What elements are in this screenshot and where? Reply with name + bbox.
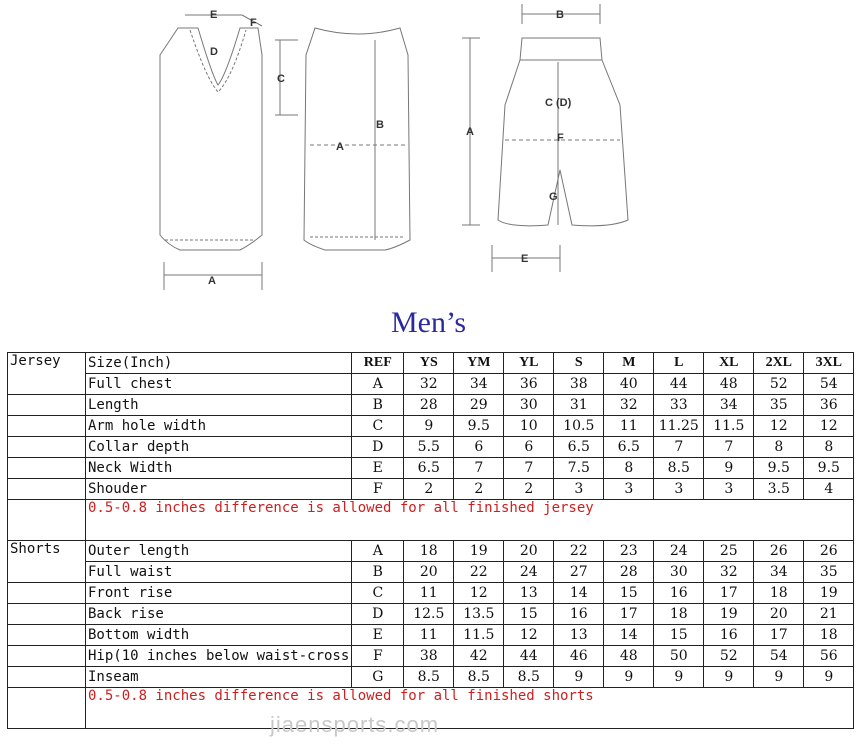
measurement-value: 12 [454, 583, 504, 604]
measurement-value: 11.5 [454, 625, 504, 646]
measurement-value: 11.25 [654, 416, 704, 437]
measurement-name: Hip(10 inches below waist-cross [86, 646, 352, 667]
measurement-value: 15 [654, 625, 704, 646]
empty-section-cell [8, 667, 86, 688]
measurement-value: 2 [404, 479, 454, 500]
size-header: S [554, 353, 604, 374]
measurement-value: 19 [704, 604, 754, 625]
measurement-value: 27 [554, 562, 604, 583]
measurement-value: 28 [404, 395, 454, 416]
measurement-value: 16 [554, 604, 604, 625]
measurement-value: 52 [704, 646, 754, 667]
measurement-value: 17 [604, 604, 654, 625]
measurement-value: 13 [554, 625, 604, 646]
label-a-back: A [336, 141, 344, 153]
measurement-value: 54 [754, 646, 804, 667]
measurement-value: 29 [454, 395, 504, 416]
label-b-back: B [376, 119, 384, 131]
table-row [8, 625, 854, 646]
measurement-value: 22 [554, 541, 604, 562]
measurement-name: Front rise [86, 583, 352, 604]
measurement-value: 50 [654, 646, 704, 667]
measurement-value: 46 [554, 646, 604, 667]
table-row [8, 458, 854, 479]
measurement-value: 48 [704, 374, 754, 395]
table-row [8, 562, 854, 583]
size-label-header: Size(Inch) [86, 353, 352, 374]
measurement-ref: B [352, 562, 404, 583]
measurement-value: 2 [504, 479, 554, 500]
measurement-value: 20 [404, 562, 454, 583]
size-header: YM [454, 353, 504, 374]
empty-section-cell [8, 562, 86, 583]
measurement-value: 3 [654, 479, 704, 500]
measurement-name: Neck Width [86, 458, 352, 479]
measurement-value: 9.5 [454, 416, 504, 437]
measurement-value: 13 [504, 583, 554, 604]
measurement-value: 3 [554, 479, 604, 500]
measurement-value: 14 [604, 625, 654, 646]
measurement-value: 36 [804, 395, 854, 416]
measurement-value: 6 [454, 437, 504, 458]
measurement-value: 24 [504, 562, 554, 583]
empty-section-cell [8, 500, 86, 541]
measurement-value: 24 [654, 541, 704, 562]
measurement-value: 34 [454, 374, 504, 395]
page-title: Men’s [391, 306, 466, 339]
label-g-shorts: G [549, 191, 558, 203]
empty-section-cell [8, 374, 86, 395]
measurement-value: 38 [554, 374, 604, 395]
measurement-value: 11 [404, 625, 454, 646]
measurement-value: 6.5 [554, 437, 604, 458]
shorts-section-label: Shorts [8, 541, 86, 562]
measurement-value: 16 [654, 583, 704, 604]
empty-section-cell [8, 395, 86, 416]
measurement-value: 3.5 [754, 479, 804, 500]
table-row [8, 667, 854, 688]
measurement-value: 42 [454, 646, 504, 667]
measurement-value: 26 [754, 541, 804, 562]
measurement-value: 7 [454, 458, 504, 479]
measurement-name: Back rise [86, 604, 352, 625]
jersey-tolerance-note: 0.5-0.8 inches difference is allowed for all finished jersey [86, 500, 854, 541]
measurement-value: 9 [704, 667, 754, 688]
measurement-value: 36 [504, 374, 554, 395]
ref-header: REF [352, 353, 404, 374]
shorts-diagram [462, 4, 628, 272]
label-e-shorts: E [521, 253, 529, 265]
garment-diagrams [0, 0, 857, 300]
measurement-value: 22 [454, 562, 504, 583]
measurement-value: 11 [404, 583, 454, 604]
measurement-value: 31 [554, 395, 604, 416]
measurement-value: 11.5 [704, 416, 754, 437]
measurement-value: 13.5 [454, 604, 504, 625]
measurement-value: 8.5 [654, 458, 704, 479]
table-row [8, 479, 854, 500]
measurement-ref: A [352, 374, 404, 395]
label-f-shorts: F [557, 132, 564, 144]
measurement-value: 15 [604, 583, 654, 604]
measurement-value: 48 [604, 646, 654, 667]
measurement-value: 8.5 [454, 667, 504, 688]
empty-section-cell [8, 458, 86, 479]
measurement-ref: F [352, 646, 404, 667]
measurement-name: Arm hole width [86, 416, 352, 437]
measurement-name: Inseam [86, 667, 352, 688]
measurement-value: 3 [704, 479, 754, 500]
label-c-front: C [277, 73, 285, 85]
measurement-value: 30 [654, 562, 704, 583]
jersey-section-label: Jersey [8, 353, 86, 374]
measurement-value: 56 [804, 646, 854, 667]
measurement-ref: C [352, 583, 404, 604]
measurement-ref: B [352, 395, 404, 416]
measurement-value: 8.5 [404, 667, 454, 688]
measurement-name: Length [86, 395, 352, 416]
measurement-ref: D [352, 437, 404, 458]
measurement-ref: A [352, 541, 404, 562]
measurement-value: 26 [804, 541, 854, 562]
measurement-value: 44 [504, 646, 554, 667]
measurement-value: 8 [754, 437, 804, 458]
measurement-ref: E [352, 458, 404, 479]
measurement-value: 10 [504, 416, 554, 437]
measurement-value: 16 [704, 625, 754, 646]
measurement-value: 21 [804, 604, 854, 625]
measurement-value: 19 [454, 541, 504, 562]
measurement-value: 12 [754, 416, 804, 437]
measurement-value: 17 [754, 625, 804, 646]
measurement-value: 32 [704, 562, 754, 583]
measurement-value: 32 [604, 395, 654, 416]
measurement-value: 18 [804, 625, 854, 646]
measurement-value: 6 [504, 437, 554, 458]
measurement-value: 35 [754, 395, 804, 416]
measurement-value: 34 [754, 562, 804, 583]
size-header: YS [404, 353, 454, 374]
empty-section-cell [8, 416, 86, 437]
measurement-value: 8.5 [504, 667, 554, 688]
table-row [8, 646, 854, 667]
measurement-value: 8 [804, 437, 854, 458]
measurement-value: 11 [604, 416, 654, 437]
size-header: XL [704, 353, 754, 374]
measurement-value: 32 [404, 374, 454, 395]
measurement-value: 9 [754, 667, 804, 688]
table-row [8, 416, 854, 437]
measurement-value: 2 [454, 479, 504, 500]
watermark: jiaensports.com [270, 712, 440, 737]
empty-section-cell [8, 688, 86, 729]
measurement-ref: G [352, 667, 404, 688]
empty-section-cell [8, 479, 86, 500]
measurement-name: Collar depth [86, 437, 352, 458]
measurement-value: 34 [704, 395, 754, 416]
measurement-value: 30 [504, 395, 554, 416]
measurement-ref: E [352, 625, 404, 646]
size-header: YL [504, 353, 554, 374]
measurement-value: 3 [604, 479, 654, 500]
measurement-value: 12 [804, 416, 854, 437]
measurement-value: 9 [604, 667, 654, 688]
measurement-ref: F [352, 479, 404, 500]
label-cd-shorts: C (D) [545, 97, 572, 109]
empty-section-cell [8, 437, 86, 458]
measurement-value: 18 [404, 541, 454, 562]
jersey-front-diagram [160, 15, 298, 290]
measurement-value: 17 [704, 583, 754, 604]
measurement-value: 20 [504, 541, 554, 562]
measurement-value: 9 [404, 416, 454, 437]
measurement-ref: D [352, 604, 404, 625]
measurement-name: Bottom width [86, 625, 352, 646]
measurement-value: 7.5 [554, 458, 604, 479]
table-row [8, 541, 854, 562]
shorts-tolerance-note: 0.5-0.8 inches difference is allowed for all finished shorts [86, 688, 854, 729]
label-d-front: D [210, 46, 218, 58]
measurement-value: 38 [404, 646, 454, 667]
measurement-value: 44 [654, 374, 704, 395]
size-header: M [604, 353, 654, 374]
size-header: 3XL [804, 353, 854, 374]
table-row [8, 374, 854, 395]
measurement-name: Full chest [86, 374, 352, 395]
measurement-value: 6.5 [404, 458, 454, 479]
measurement-value: 12.5 [404, 604, 454, 625]
measurement-ref: C [352, 416, 404, 437]
table-row [8, 604, 854, 625]
measurement-value: 7 [504, 458, 554, 479]
measurement-name: Full waist [86, 562, 352, 583]
measurement-value: 4 [804, 479, 854, 500]
measurement-value: 18 [754, 583, 804, 604]
measurement-value: 54 [804, 374, 854, 395]
measurement-value: 9 [554, 667, 604, 688]
measurement-value: 9 [654, 667, 704, 688]
empty-section-cell [8, 646, 86, 667]
table-row [8, 583, 854, 604]
measurement-value: 12 [504, 625, 554, 646]
measurement-value: 7 [704, 437, 754, 458]
measurement-value: 19 [804, 583, 854, 604]
measurement-value: 40 [604, 374, 654, 395]
measurement-value: 5.5 [404, 437, 454, 458]
measurement-name: Shouder [86, 479, 352, 500]
jersey-back-diagram [304, 28, 410, 250]
measurement-value: 9 [704, 458, 754, 479]
measurement-value: 28 [604, 562, 654, 583]
label-b-shorts: B [556, 9, 564, 21]
empty-section-cell [8, 604, 86, 625]
measurement-value: 9 [804, 667, 854, 688]
size-header: 2XL [754, 353, 804, 374]
measurement-value: 35 [804, 562, 854, 583]
measurement-value: 18 [654, 604, 704, 625]
label-a-front: A [208, 275, 216, 287]
measurement-value: 33 [654, 395, 704, 416]
measurement-value: 25 [704, 541, 754, 562]
measurement-value: 10.5 [554, 416, 604, 437]
measurement-value: 9.5 [804, 458, 854, 479]
measurement-value: 20 [754, 604, 804, 625]
label-e-front: E [210, 9, 218, 21]
measurement-value: 7 [654, 437, 704, 458]
measurement-value: 14 [554, 583, 604, 604]
empty-section-cell [8, 583, 86, 604]
measurement-value: 6.5 [604, 437, 654, 458]
measurement-value: 8 [604, 458, 654, 479]
table-header-row [8, 353, 854, 374]
table-row [8, 437, 854, 458]
size-chart-table [7, 352, 854, 729]
table-row [8, 395, 854, 416]
size-header: L [654, 353, 704, 374]
measurement-name: Outer length [86, 541, 352, 562]
measurement-value: 23 [604, 541, 654, 562]
measurement-value: 9.5 [754, 458, 804, 479]
label-f-front: F [250, 17, 257, 29]
label-a-shorts: A [466, 126, 474, 138]
measurement-value: 15 [504, 604, 554, 625]
empty-section-cell [8, 625, 86, 646]
measurement-value: 52 [754, 374, 804, 395]
